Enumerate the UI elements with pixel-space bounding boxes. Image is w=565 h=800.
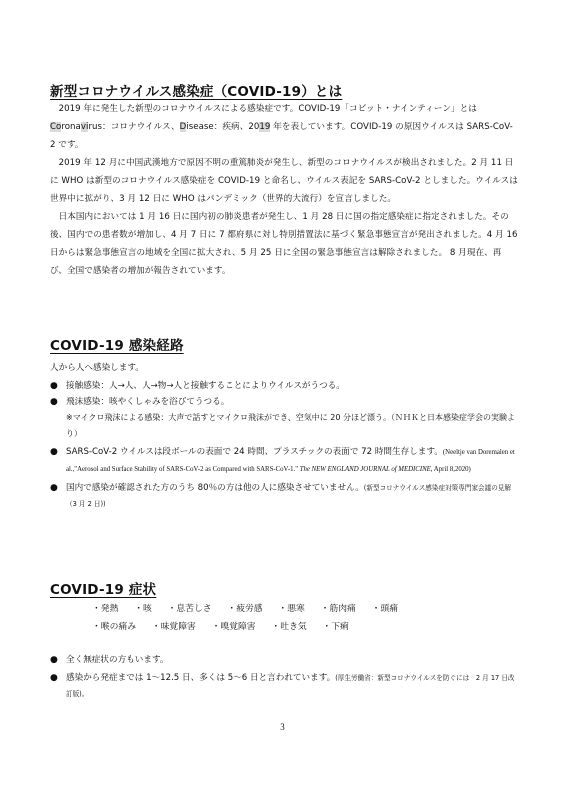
bullet-icon: ● xyxy=(50,673,58,683)
bullet-icon: ● xyxy=(50,483,58,493)
list-item: ● 全く無症状の方もいます。 xyxy=(48,652,520,668)
page-number: 3 xyxy=(280,722,285,732)
symptom: ・吐き気 xyxy=(271,622,307,632)
bullet-icon: ● xyxy=(50,381,58,391)
list-item: ● 感染から発症までは 1～12.5 日、多くは 5～6 日と言われています。(厚生労働省：新型コロナウイルスを防ぐには 2 月 17 日改訂版)。 xyxy=(48,670,520,702)
citation: (厚生労働省：新型コロナウイルスを防ぐには 2 月 17 日改訂版)。 xyxy=(66,674,515,698)
symptom-row-2 xyxy=(92,618,492,636)
symptom: ・筋肉痛 xyxy=(320,604,356,614)
symptom: ・疲労感 xyxy=(227,604,263,614)
bullet-icon: ● xyxy=(50,655,58,665)
bullet-icon: ● xyxy=(50,397,58,407)
symptom: ・咳 xyxy=(134,604,152,614)
transmission-intro: 人から人へ感染します。 xyxy=(50,363,144,373)
symptom: ・味覚障害 xyxy=(151,622,196,632)
symptom: ・息苦しさ xyxy=(167,604,212,614)
list-item: ● 国内で感染が確認された方のうち 80％の方は他の人に感染させていません。(新型コロナウイルス感染症対策専門家会議の見解（3 月 2 日)) xyxy=(48,480,520,512)
symptom: ・下痢 xyxy=(322,622,349,632)
symptom: ・悪寒 xyxy=(278,604,305,614)
symptom-list xyxy=(92,600,492,636)
paragraph-japan: 日本国内においては 1 月 16 日に国内初の肺炎患者が発生し、1 月 28 日に国の指定感染症に指定されました。その後、国内での患者数が増加し、4 月 7 日に 7 都府県に対し特別措置法に基づく緊急事態宣言が発出されました。4 月 16 日からは緊急事態宣言の地域を全国に拡大され、5 月 25 日に全国の緊急事態宣言は解除されました。 8 月現在、再び、全国で感染者の増加が報告されています。 xyxy=(50,212,518,276)
list-item: ● 接触感染：人→人、人→物→人と接触することによりウイルスがうつる。 xyxy=(48,378,520,394)
bullet-icon: ● xyxy=(50,447,58,457)
list-item: ● SARS-CoV-2 ウイルスは段ボールの表面で 24 時間、プラスチックの表面で 72 時間生存します。(Neeltje van Doremalen et al.,"Aerosol and Surface Stability of SARS-CoV-2 as Compared with SARS-CoV-1." The NEW ENGLAND JOURNAL of MEDICINE, April 8,2020) xyxy=(48,444,520,478)
symptom-notes-list xyxy=(48,652,520,702)
section-heading-about-covid19: 新型コロナウイルス感染症（COVID-19）とは xyxy=(50,84,343,100)
symptom: ・嗅覚障害 xyxy=(211,622,256,632)
citation: (Neeltje van Doremalen et al.,"Aerosol and Surface Stability of SARS-CoV-2 as Compared with SARS-CoV-1." The NEW ENGLAND JOURNAL of MEDICINE, April 8,2020) xyxy=(66,449,515,473)
list-item: ● 飛沫感染：咳やくしゃみを浴びてうつる。 ※マイクロ飛沫による感染：大声で話すとマイクロ飛沫ができ、空気中に 20 分ほど漂う。（ＮＨＫと日本感染症学会の実験より） xyxy=(48,394,520,442)
symptom: ・発熱 xyxy=(92,604,119,614)
micro-droplet-note: ※マイクロ飛沫による感染：大声で話すとマイクロ飛沫ができ、空気中に 20 分ほど漂う。（ＮＨＫと日本感染症学会の実験より） xyxy=(66,413,516,438)
symptom: ・頭痛 xyxy=(371,604,399,614)
about-covid19-body xyxy=(50,100,518,280)
symptom: ・喉の痛み xyxy=(92,622,136,632)
section-heading-transmission: COVID-19 感染経路 xyxy=(50,338,184,354)
section-heading-symptoms: COVID-19 症状 xyxy=(50,582,157,598)
symptom-row-1 xyxy=(92,600,492,618)
transmission-list xyxy=(48,378,520,512)
paragraph-outbreak: 2019 年 12 月に中国武漢地方で原因不明の重篤肺炎が発生し、新型のコロナウイルスが検出されました。2 月 11 日に WHO は新型のコロナウイルス感染症を COVID-19 と命名し、ウイルス表記を SARS-CoV-2 としました。ウイルスは世界中に拡がり、3 月 12 日に WHO はパンデミック（世界的大流行）を宣言しました。 xyxy=(50,158,518,204)
citation: (新型コロナウイルス感染症対策専門家会議の見解（3 月 2 日)) xyxy=(66,484,512,508)
paragraph-origin: 2019 年に発生した新型のコロナウイルスによる感染症です。COVID-19「コビット・ナインティーン」とは Coronavirus：コロナウイルス、Disease：疾病、2019 年を表しています。COVID-19 の原因ウイルスは SARS-CoV-2 です。 xyxy=(50,104,513,150)
